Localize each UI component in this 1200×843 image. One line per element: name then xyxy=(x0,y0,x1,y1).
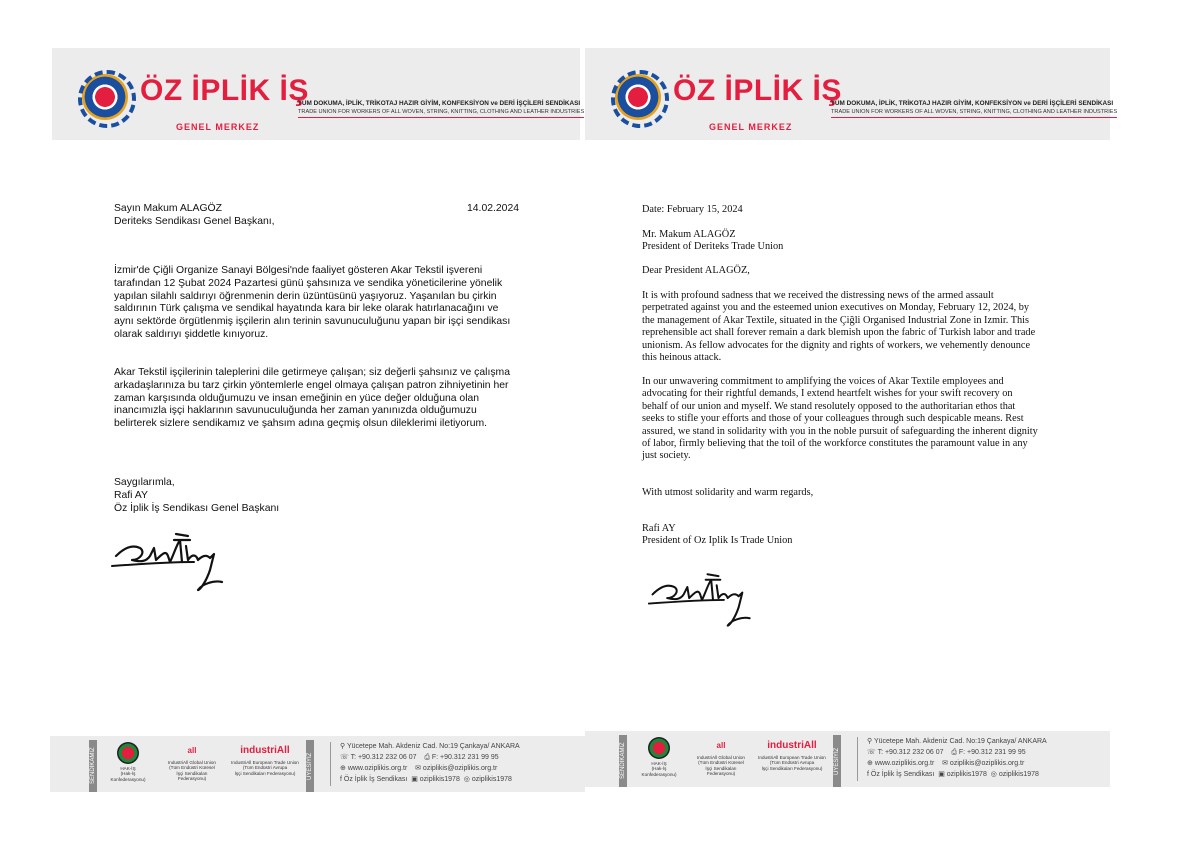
facebook[interactable]: Öz İplik İş Sendikası xyxy=(343,776,408,783)
twitter-icon: ▣ xyxy=(938,771,947,778)
web-icon: ⊕ xyxy=(340,765,348,772)
salutation: Dear President ALAGÖZ, xyxy=(642,265,750,276)
hakis-logo-icon xyxy=(648,737,670,759)
text-line: inancımızla işçi haklarının savunuculuğunda her zaman yanınızda olduğumuzu xyxy=(114,405,477,417)
signer-title: Öz İplik İş Sendikası Genel Başkanı xyxy=(114,503,280,514)
union-name-turkish: TÜM DOKUMA, İPLİK, TRİKOTAJ HAZIR GİYİM, KONFEKSİYON ve DERİ İŞÇİLERİ SENDİKASI xyxy=(298,100,581,107)
text-line: seeks to stifle your efforts and those of your colleagues through such despicable means. Rest xyxy=(642,413,1024,425)
text-line: It is with profound sadness that we received the distressing news of the armed assault xyxy=(642,290,994,301)
brand-subtitle: GENEL MERKEZ xyxy=(176,122,260,132)
ieu-partner xyxy=(755,737,829,771)
twitter-icon: ▣ xyxy=(411,776,420,783)
brand-subtitle: GENEL MERKEZ xyxy=(709,122,793,132)
paragraph-1 xyxy=(642,290,1048,364)
letterhead xyxy=(52,48,585,140)
igu-sub: İşçi Sendikaları Federasyonu) xyxy=(705,765,737,777)
ieu-sub: İşçi Sendikaları Federasyonu) xyxy=(234,770,296,776)
union-gear-logo-icon xyxy=(82,74,128,120)
text-line: unionism. As fellow advocates for the dignity and rights of workers, we vehemently denounce xyxy=(642,339,1031,351)
address: Yücetepe Mah. Akdeniz Cad. No:19 Çankaya/ ANKARA xyxy=(346,743,520,750)
footer-divider xyxy=(857,737,858,781)
instagram[interactable]: oziplikis1978 xyxy=(471,776,512,783)
text-line: arkadaşlarınıza bu tarz çirkin yöntemlerle engel olmaya çalışan patron zihniyetinin her xyxy=(114,379,509,391)
english-letter-page xyxy=(585,0,1200,843)
footer-bar xyxy=(50,736,585,792)
hakis-name: HAK-İŞ xyxy=(651,761,667,766)
igu-logo: all xyxy=(187,746,197,755)
recipient-name: Sayın Makum ALAGÖZ xyxy=(114,203,222,214)
address: Yücetepe Mah. Akdeniz Cad. No:19 Çankaya/ ANKARA xyxy=(873,738,1047,745)
signer-name: Rafi AY xyxy=(642,523,676,534)
igu-sub: İşçi Sendikaları Federasyonu) xyxy=(176,770,208,782)
hakis-sub: (Hak-İş Konfederasyonu) xyxy=(110,771,146,782)
hakis-sub: (Hak-İş Konfederasyonu) xyxy=(641,766,677,777)
uyesiyiz-label: ÜYESİYİZ xyxy=(306,740,314,792)
text-line: olarak saldırıyı şiddetle kınıyoruz. xyxy=(114,328,269,340)
igu-sub: (Tüm Endüstri Küresel xyxy=(169,765,215,771)
location-icon: ⚲ xyxy=(340,743,347,750)
union-name-turkish: TÜM DOKUMA, İPLİK, TRİKOTAJ HAZIR GİYİM, KONFEKSİYON ve DERİ İŞÇİLERİ SENDİKASI xyxy=(831,100,1114,107)
closing: Saygılarımla, xyxy=(114,477,175,488)
text-line: the management of Akar Textile, situated in the Çiğli Organised Industrial Zone in Izmir. This xyxy=(642,314,1030,326)
facebook-icon: f xyxy=(867,771,871,778)
facebook[interactable]: Öz İplik İş Sendikası xyxy=(870,771,935,778)
text-line: Akar Tekstil işçilerinin taleplerini dile getirmeye çalışan; siz değerli şahsınız ve çalışma xyxy=(114,367,510,378)
igu-name: IndustriAll Global Union xyxy=(167,760,216,765)
hakis-partner xyxy=(110,742,146,782)
signer-title: President of Oz Iplik Is Trade Union xyxy=(642,535,793,546)
phone-icon: ☏ xyxy=(340,754,351,761)
instagram-icon: ◎ xyxy=(990,771,999,778)
email[interactable]: oziplikis@oziplikis.org.tr xyxy=(949,760,1025,767)
text-line: just society. xyxy=(642,450,691,462)
instagram[interactable]: oziplikis1978 xyxy=(998,771,1039,778)
phone: T: +90.312 232 06 07 xyxy=(350,754,417,761)
fax: F: +90.312 231 99 95 xyxy=(431,754,499,761)
text-line: In our unwavering commitment to amplifying the voices of Akar Textile employees and xyxy=(642,376,1004,387)
industriall-logo: industriAll xyxy=(767,740,817,751)
text-line: advocating for their rightful demands, I extend heartfelt wishes for your swift recovery on xyxy=(642,388,1013,400)
paragraph-2 xyxy=(642,376,1048,463)
fax: F: +90.312 231 99 95 xyxy=(958,749,1026,756)
turkish-letter-page xyxy=(0,0,585,843)
igu-name: IndustriAll Global Union xyxy=(696,755,745,760)
website[interactable]: www.oziplikis.org.tr xyxy=(874,760,935,767)
union-gear-logo-icon xyxy=(615,74,661,120)
uyesiyiz-label: ÜYESİYİZ xyxy=(833,735,841,787)
ieu-name: IndustriAll European Trade Union xyxy=(231,760,299,765)
brand-name: ÖZ İPLİK İŞ xyxy=(140,74,309,107)
closing: With utmost solidarity and warm regards, xyxy=(642,487,814,498)
contact-block xyxy=(867,736,1047,780)
igu-logo: all xyxy=(716,741,726,750)
hakis-partner xyxy=(641,737,677,777)
phone-icon: ☏ xyxy=(867,749,878,756)
ieu-name: IndustriAll European Trade Union xyxy=(758,755,826,760)
phone: T: +90.312 232 06 07 xyxy=(877,749,944,756)
hakis-name: HAK-İŞ xyxy=(120,766,136,771)
email[interactable]: oziplikis@oziplikis.org.tr xyxy=(422,765,498,772)
web-icon: ⊕ xyxy=(867,760,875,767)
contact-block xyxy=(340,741,520,785)
text-line: behalf of our union and myself. We stand resolutely opposed to the authoritarian ethos that xyxy=(642,400,1016,412)
industriall-logo: industriAll xyxy=(240,745,290,756)
location-icon: ⚲ xyxy=(867,738,874,745)
text-line: perpetrated against you and the esteemed union executives on Monday, February 12, 2024, by xyxy=(642,302,1030,314)
text-line: of labor, firmly believing that the toil of the workforce constitutes the paramount value in any xyxy=(642,438,1028,450)
text-line: tarafından 12 Şubat 2024 Pazartesi günü şahsınıza ve sendika yöneticilerine yönelik xyxy=(114,277,503,289)
email-icon: ✉ xyxy=(415,765,423,772)
paragraph-2 xyxy=(114,367,529,431)
union-name-english: TRADE UNION FOR WORKERS OF ALL WOVEN, STRING, KNITTING, CLOTHING AND LEATHER INDUSTRIES xyxy=(831,109,1117,118)
facebook-icon: f xyxy=(340,776,344,783)
recipient-title: President of Deriteks Trade Union xyxy=(642,241,784,252)
ieu-sub: (Tüm Endüstri Avrupa xyxy=(242,765,288,771)
letterhead xyxy=(585,48,1118,140)
ieu-sub: (Tüm Endüstri Avrupa xyxy=(769,760,815,766)
text-line: this heinous attack. xyxy=(642,352,722,364)
footer-bar xyxy=(585,731,1110,787)
sendikamiz-label: SENDİKAMIZ xyxy=(619,735,627,787)
footer-divider xyxy=(330,742,331,786)
brand-name: ÖZ İPLİK İŞ xyxy=(673,74,842,107)
igu-partner xyxy=(162,742,222,782)
twitter[interactable]: oziplikis1978 xyxy=(946,771,987,778)
recipient-title: Deriteks Sendikası Genel Başkanı, xyxy=(114,216,275,227)
email-icon: ✉ xyxy=(942,760,950,767)
text-line: saldırının Türk çalışma ve sendikal hayatında kara bir leke olarak hatırlanacağını ve xyxy=(114,303,499,315)
letter-date: 14.02.2024 xyxy=(467,203,520,214)
text-line: reprehensible act shall forever remain a dark blemish upon the fabric of Turkish labor and trade xyxy=(642,327,1036,339)
instagram-icon: ◎ xyxy=(463,776,472,783)
text-line: assured, we stand in solidarity with you in the noble pursuit of safeguarding the inherent dignity xyxy=(642,425,1038,437)
text-line: belirterek sizlere sendikamız ve şahsım adına geçmiş olsun dileklerimi iletiyorum. xyxy=(114,418,488,430)
union-name-english: TRADE UNION FOR WORKERS OF ALL WOVEN, STRING, KNITTING, CLOTHING AND LEATHER INDUSTRIES xyxy=(298,109,584,118)
signature-image xyxy=(647,566,757,632)
letter-date: Date: February 15, 2024 xyxy=(642,204,743,215)
signer-name: Rafi AY xyxy=(114,490,148,501)
twitter[interactable]: oziplikis1978 xyxy=(419,776,460,783)
text-line: aynı sektörde örgütlenmiş işçilerin alın terinin savunuculuğunu yapan bir işçi sendikası xyxy=(114,316,511,328)
text-line: İzmir'de Çiğli Organize Sanayi Bölgesi'nde faaliyet gösteren Akar Tekstil işvereni xyxy=(114,265,483,276)
recipient-name: Mr. Makum ALAGÖZ xyxy=(642,229,736,240)
hakis-logo-icon xyxy=(117,742,139,764)
ieu-partner xyxy=(228,742,302,776)
fax-icon: ⎙ xyxy=(424,754,432,761)
ieu-sub: İşçi Sendikaları Federasyonu) xyxy=(761,765,823,771)
igu-sub: (Tüm Endüstri Küresel xyxy=(698,760,744,766)
text-line: yapılan silahlı saldırıyı öğrenmenin derin üzüntüsünü yaşıyoruz. Yaşanılan bu çirkin xyxy=(114,290,497,302)
website[interactable]: www.oziplikis.org.tr xyxy=(347,765,408,772)
paragraph-1 xyxy=(114,265,521,342)
igu-partner xyxy=(691,737,751,777)
text-line: zaman karşısında olduğumuzu ve insan emeğinin en yüce değer olduğuna olan xyxy=(114,392,480,404)
sendikamiz-label: SENDİKAMIZ xyxy=(89,740,97,792)
fax-icon: ⎙ xyxy=(951,749,959,756)
signature-image xyxy=(110,526,230,596)
